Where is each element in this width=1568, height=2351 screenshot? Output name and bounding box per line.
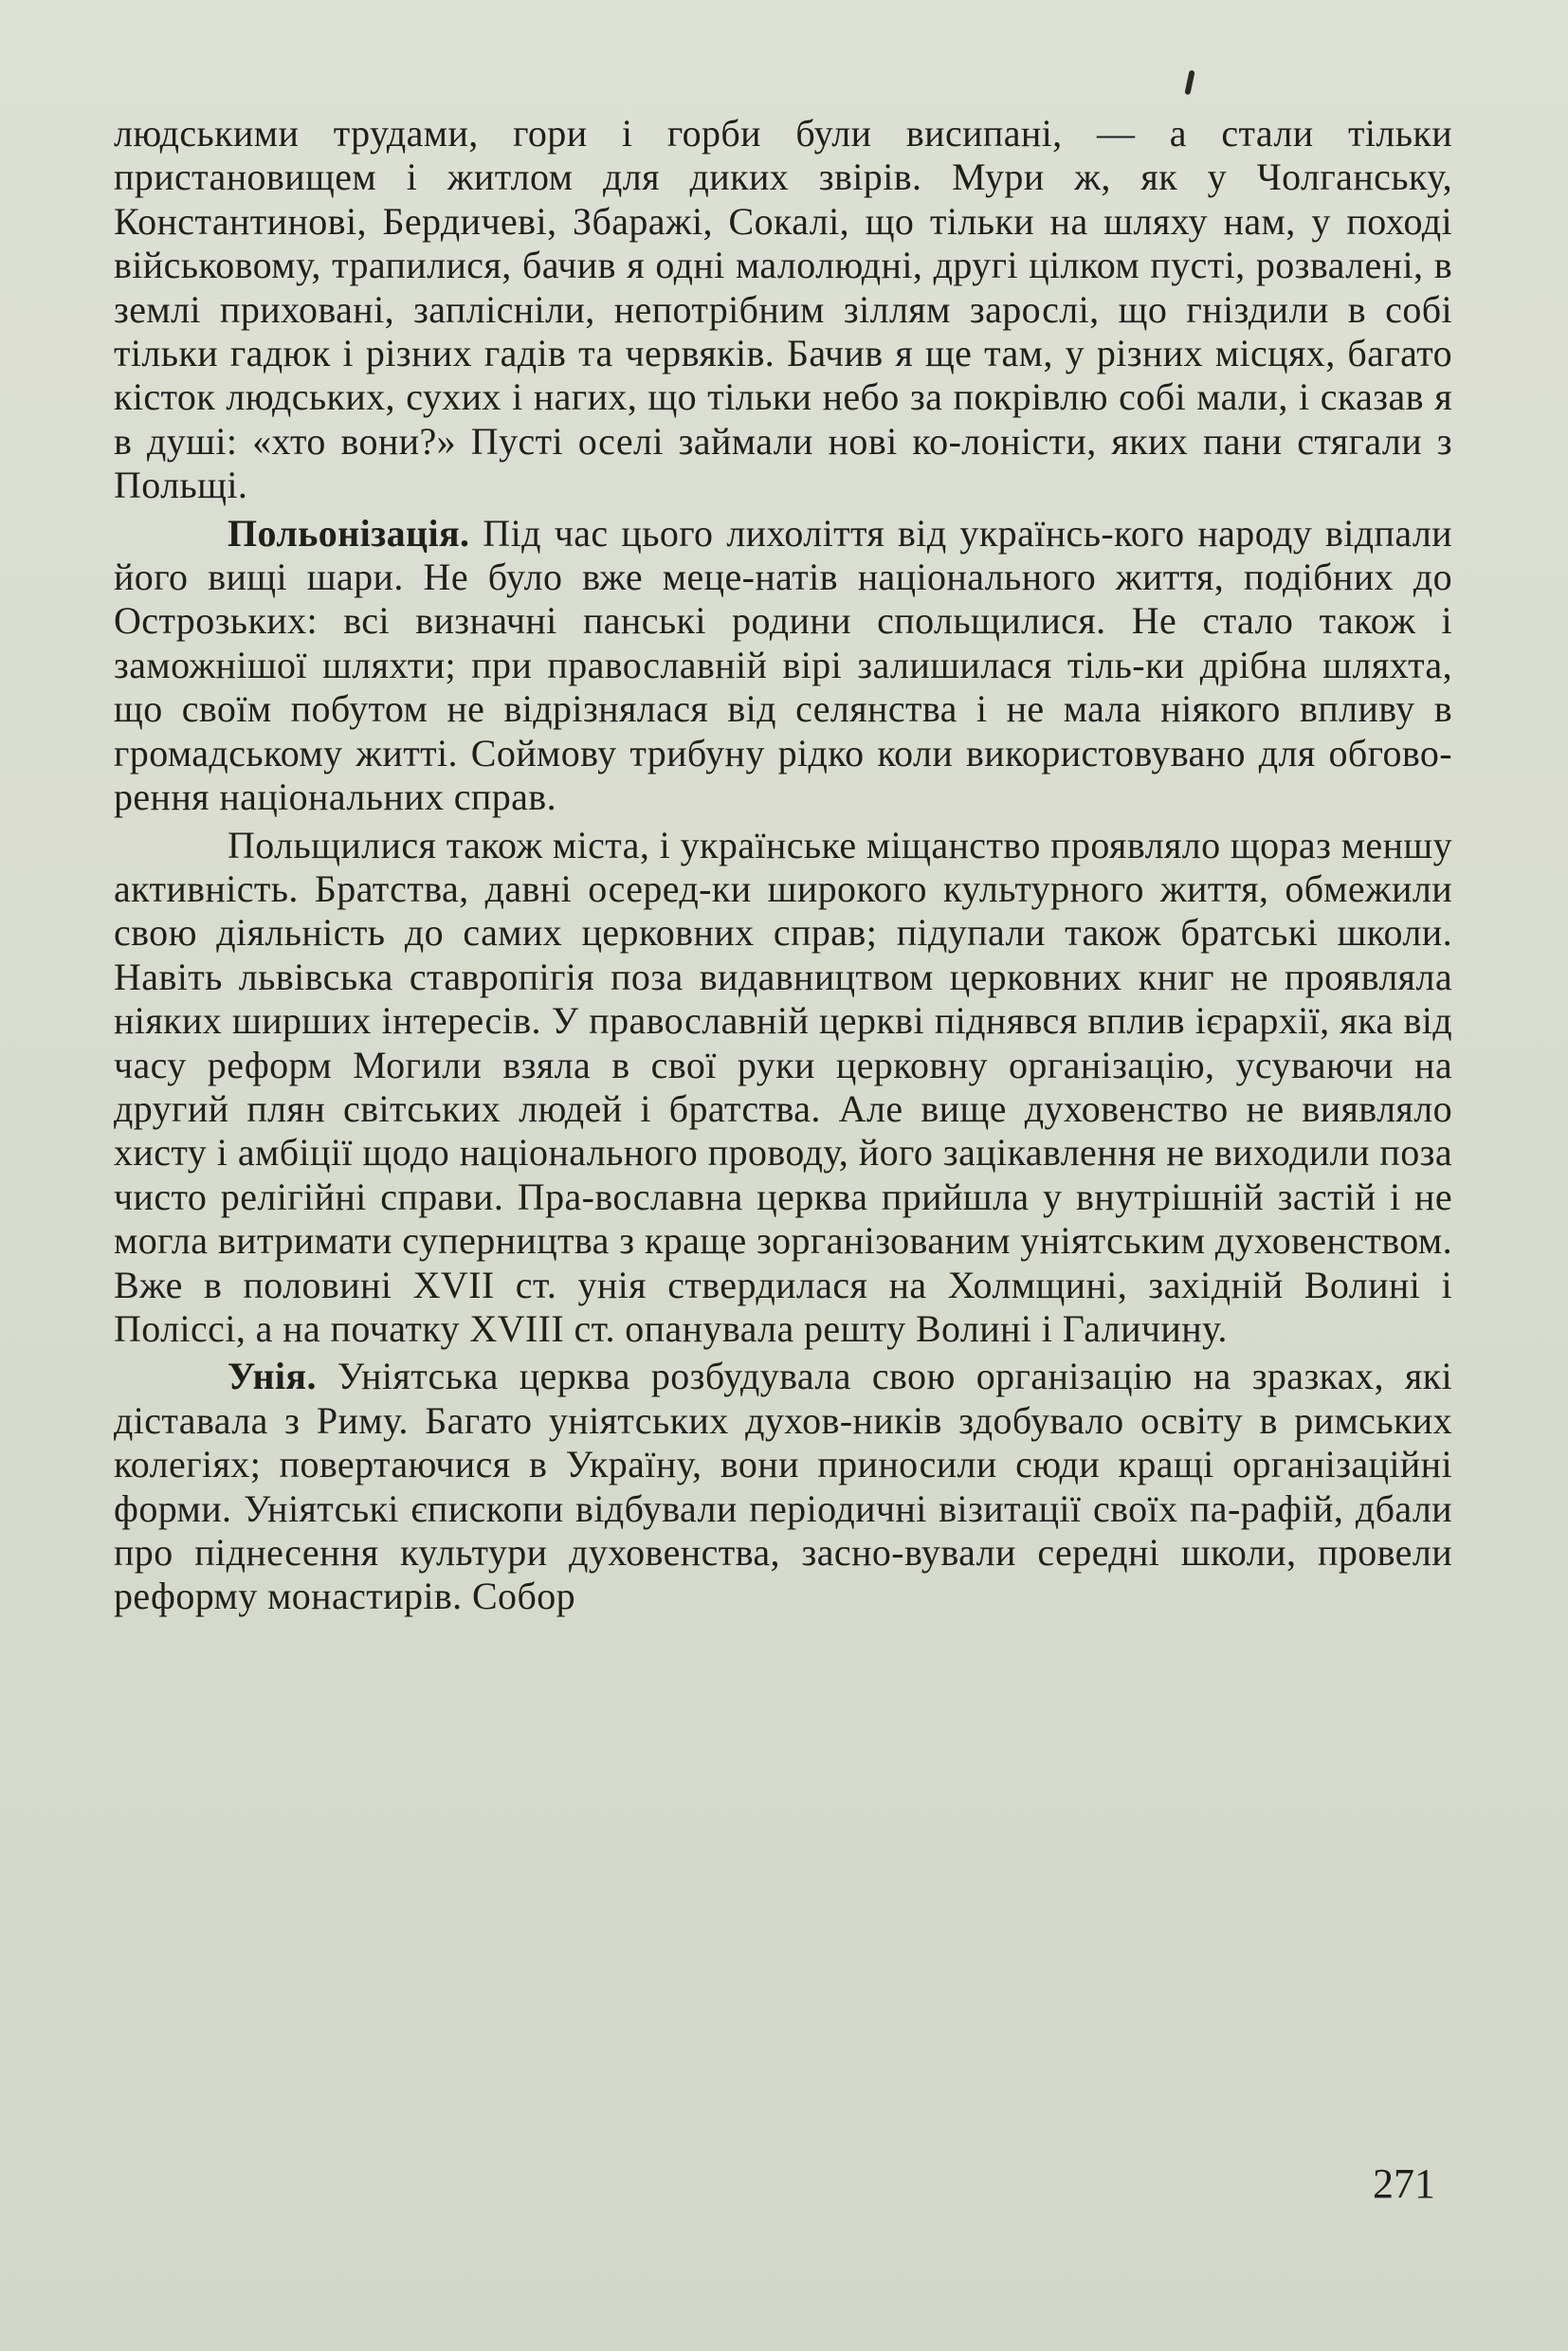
paragraph-union bbox=[114, 1355, 1452, 1618]
page-body-text bbox=[114, 112, 1452, 1619]
section-heading-union: Унія. bbox=[228, 1355, 317, 1398]
section-heading-polonization: Польонізація. bbox=[228, 511, 470, 555]
paragraph-union-text: Уніятська церква розбудувала свою організацію на зразках, які діставала з Риму. Багато уніятських духов-ників здобувало освіту в римських колегіях; повертаючися в Україну, вони приносили сюди кращі організаційні форми. Уніятські єпископи відбували періодичні візитації своїх па-рафій, дбали про піднесення культури духовенства, засно-вували середні школи, провели реформу монастирів. Собор bbox=[114, 1355, 1452, 1618]
paragraph-polonization-text: Під час цього лихоліття від українсь-кого народу відпали його вищі шари. Не було вже меце-натів національного життя, подібних до Острозьких: всі визначні панські родини спольщилися. Не стало також і заможнішої шляхти; при православній вірі залишилася тіль-ки дрібна шляхта, що своїм побутом не відрізнялася від селянства і не мала ніякого впливу в громадському житті. Соймову трибуну рідко коли використовувано для обгово-рення національних справ. bbox=[114, 511, 1452, 819]
paragraph-polonization bbox=[114, 512, 1452, 820]
paragraph-cities bbox=[114, 824, 1452, 1352]
page-number: 271 bbox=[1373, 2160, 1435, 2207]
paragraph-1 bbox=[114, 112, 1452, 508]
ink-speck bbox=[1184, 70, 1194, 96]
paragraph-1-text: людськими трудами, гори і горби були висипані, — а стали тільки пристановищем і житлом для диких звірів. Мури ж, як у Чолганську, Константинові, Бердичеві, Збаражі, Сокалі, що тільки на шляху нам, у поході військовому, трапилися, бачив я одні малолюдні, другі цілком пусті, розвалені, в землі приховані, заплісніли, непотрібним зіллям зарослі, що гніздили в собі тільки гадюк і різних гадів та червяків. Бачив я ще там, у різних місцях, багато кісток людських, сухих і нагих, що тільки небо за покрівлю собі мали, і сказав я в душі: «хто вони?» Пусті оселі займали нові ко-лоністи, яких пани стягали з Польщі. bbox=[114, 112, 1452, 507]
paragraph-cities-text: Польщилися також міста, і українське міщанство проявляло щораз меншу активність. Братства, давні осеред-ки широкого культурного життя, обмежили свою діяльність до самих церковних справ; підупали також братські школи. Навіть львівська ставропігія поза видавництвом церковних книг не проявляла ніяких ширших інтересів. У православній церкві піднявся вплив ієрархії, яка від часу реформ Могили взяла в свої руки церковну організацію, усуваючи на другий плян світських людей і братства. Але вище духовенство не виявляло хисту і амбіції щодо національного проводу, його зацікавлення не виходили поза чисто релігійні справи. Пра-вославна церква прийшла у внутрішній застій і не могла витримати суперництва з краще зорганізованим уніятським духовенством. Вже в половині XVII ст. унія ствердилася на Холмщині, західній Волині і Поліссі, а на початку XVIII ст. опанувала решту Волині і Галичину. bbox=[114, 823, 1452, 1350]
